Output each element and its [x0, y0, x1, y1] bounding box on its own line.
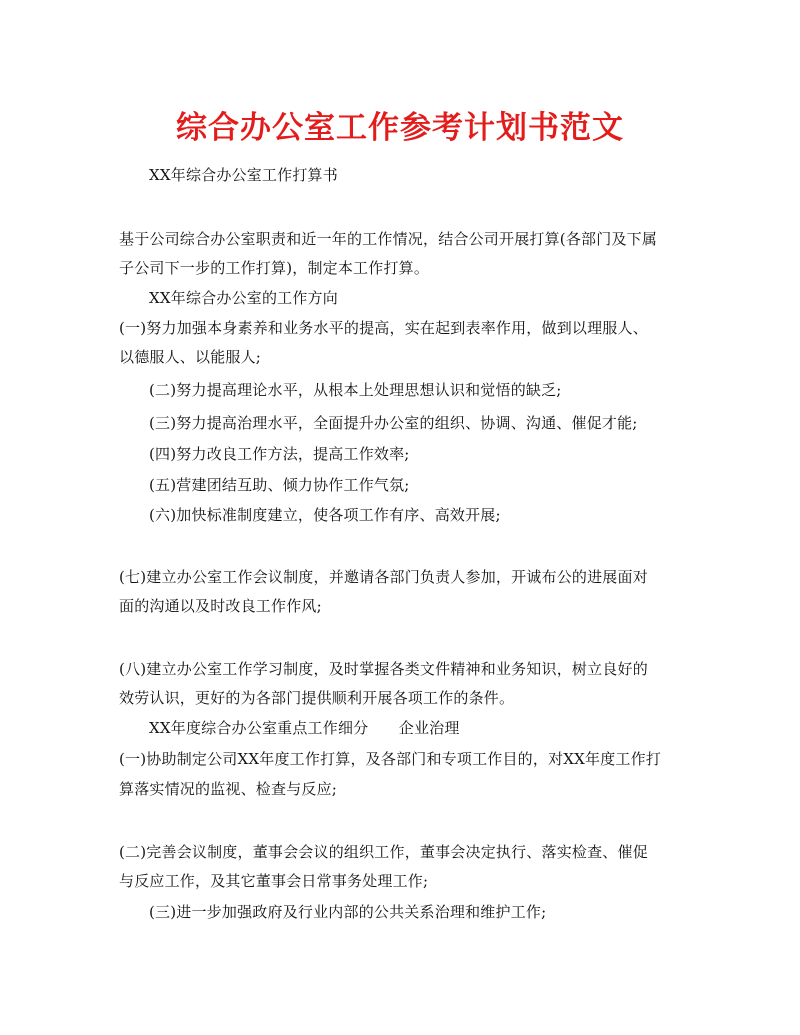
list-item: (三)进一步加强政府及行业内部的公共关系治理和维护工作;	[149, 903, 547, 921]
list-item: (三)努力提高治理水平，全面提升办公室的组织、协调、沟通、催促才能;	[149, 414, 638, 432]
section-heading: XX年综合办公室的工作方向	[149, 289, 338, 307]
list-item: (二)完善会议制度，董事会会议的组织工作，董事会决定执行、落实检查、催促	[119, 843, 648, 861]
list-item: (四)努力改良工作方法，提高工作效率;	[149, 445, 410, 463]
list-item: (二)努力提高理论水平，从根本上处理思想认识和觉悟的缺乏;	[149, 381, 562, 399]
list-item-continuation: 以德服人、以能服人;	[119, 348, 262, 366]
list-item: (一)协助制定公司XX年度工作打算，及各部门和专项工作目的，对XX年度工作打	[119, 750, 662, 768]
section-heading: XX年度综合办公室重点工作细分 企业治理	[149, 719, 460, 737]
list-item: (八)建立办公室工作学习制度，及时掌握各类文件精神和业务知识，树立良好的	[119, 660, 648, 678]
list-item: (六)加快标准制度建立，使各项工作有序、高效开展;	[149, 506, 501, 524]
list-item-continuation: 与反应工作，及其它董事会日常事务处理工作;	[119, 872, 429, 890]
list-item-continuation: 面的沟通以及时改良工作作风;	[119, 597, 322, 615]
list-item: (七)建立办公室工作会议制度，并邀请各部门负责人参加，开诚布公的进展面对	[119, 568, 648, 586]
paragraph-line: 基于公司综合办公室职责和近一年的工作情况，结合公司开展打算(各部门及下属	[119, 230, 658, 248]
document-title: 综合办公室工作参考计划书范文	[176, 110, 624, 146]
section-heading: XX年综合办公室工作打算书	[149, 166, 338, 184]
list-item-continuation: 效劳认识，更好的为各部门提供顺利开展各项工作的条件。	[119, 689, 515, 707]
list-item-continuation: 算落实情况的监视、检查与反应;	[119, 780, 338, 798]
list-item: (一)努力加强本身素养和业务水平的提高，实在起到表率作用，做到以理服人、	[119, 319, 648, 337]
list-item: (五)营建团结互助、倾力协作工作气氛;	[149, 476, 410, 494]
paragraph-line: 子公司下一步的工作打算)，制定本工作打算。	[119, 259, 430, 277]
